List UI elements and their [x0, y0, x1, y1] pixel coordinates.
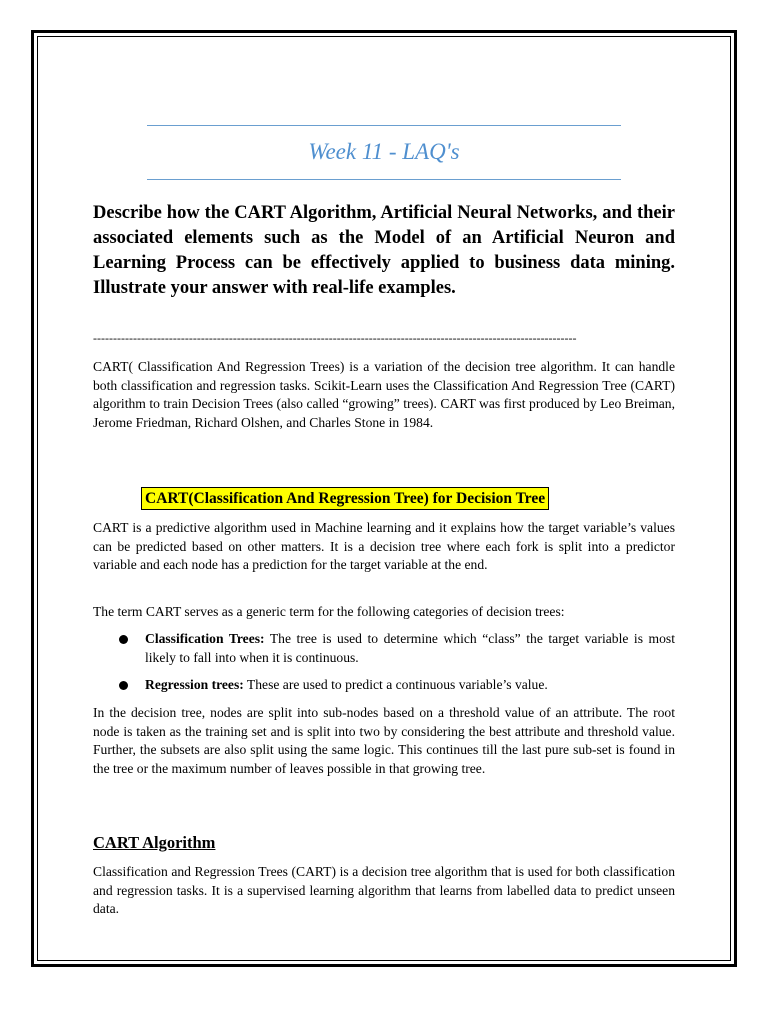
bullet-description: These are used to predict a continuous variable’s value. [243, 677, 548, 692]
intro-paragraph: CART( Classification And Regression Trees) is a variation of the decision tree algorithm. It can handle both classification and regression tasks. Scikit-Learn uses the Classification And Regression Tree (CART) algorithm to train Decision Trees (also called “growing” trees). CART was first produced by Leo Breiman, Jerome Friedman, Richard Olshen, and Charles Stone in 1984. [93, 359, 675, 430]
list-item [93, 630, 675, 668]
cart-algorithm-paragraph: Classification and Regression Trees (CART) is a decision tree algorithm that is used for both classification and regression tasks. It is a supervised learning algorithm that learns from labelled data to predict unseen data. [93, 864, 675, 916]
page-title: Week 11 - LAQ's [308, 139, 460, 164]
list-item [93, 676, 675, 696]
separator-line: ------------------------------------------------------------------------------------------------------------------------- [93, 331, 577, 345]
highlighted-heading: CART(Classification And Regression Tree) for Decision Tree [141, 487, 549, 510]
title-rule-top [147, 125, 621, 126]
bullet-term: Regression trees: [145, 677, 244, 692]
title-rule-bottom [147, 179, 621, 180]
bullet-term: Classification Trees: [145, 631, 265, 646]
question-text: Describe how the CART Algorithm, Artificial Neural Networks, and their associated elements such as the Model of an Artificial Neuron and Learning Process can be effectively applied to business data mining. Illustrate your answer with real-life examples. [93, 203, 675, 298]
cart-categories-intro: The term CART serves as a generic term for the following categories of decision trees: [93, 604, 565, 619]
bullet-icon [119, 635, 128, 644]
section-heading: CART Algorithm [93, 833, 216, 852]
bullet-icon [119, 681, 128, 690]
decision-tree-paragraph: In the decision tree, nodes are split into sub-nodes based on a threshold value of an attribute. The root node is taken as the training set and is split into two by considering the best attribute and threshold value. Further, the subsets are also split using the same logic. This continues till the last pure sub-set is found in the tree or the maximum number of leaves possible in that growing tree. [93, 705, 675, 776]
cart-description-paragraph: CART is a predictive algorithm used in Machine learning and it explains how the target variable’s values can be predicted based on other matters. It is a decision tree where each fork is split into a predictor variable and each node has a prediction for the target variable at the end. [93, 520, 675, 572]
bullet-description: The tree is used to determine which “class” the target variable is most likely to fall into when it is continuous. [145, 631, 675, 665]
